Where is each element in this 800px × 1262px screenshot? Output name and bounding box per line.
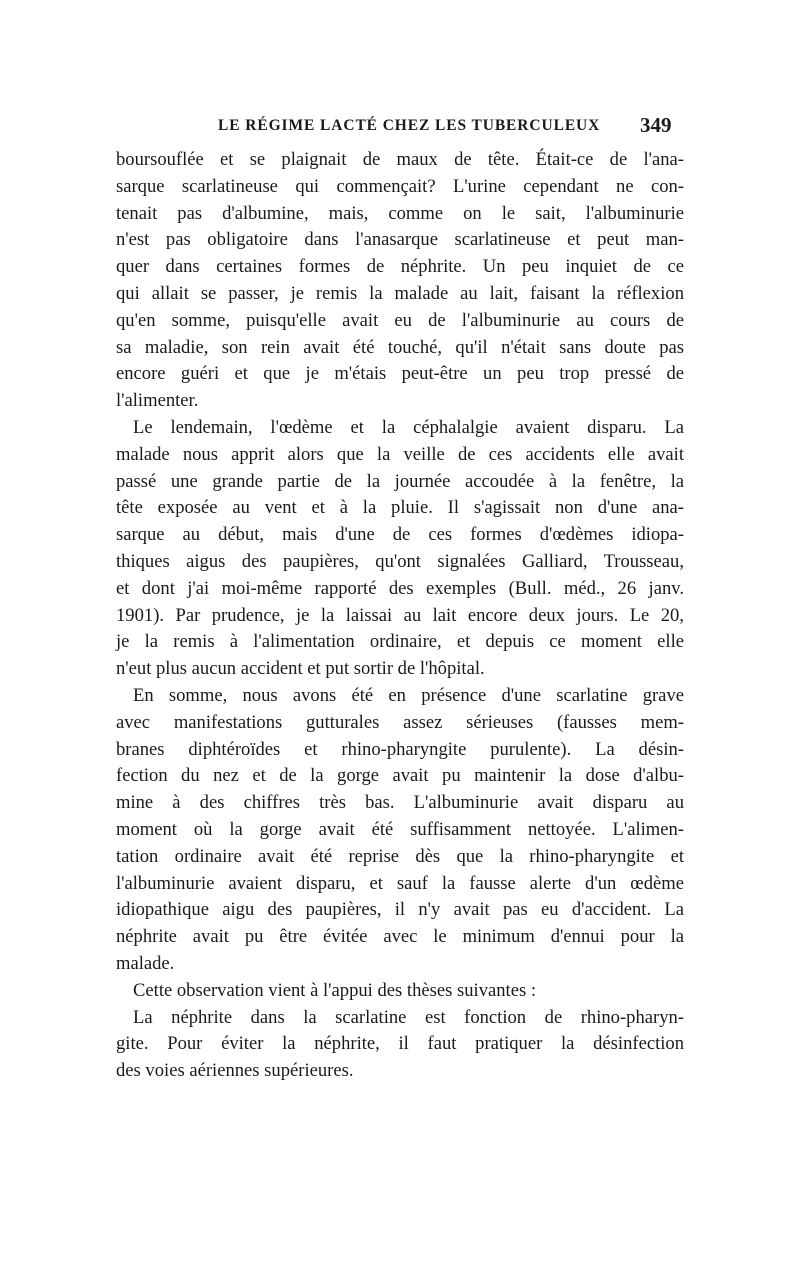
text-line: Le lendemain, l'œdème et la céphalalgie avaient disparu. La	[133, 416, 684, 438]
text-line: qu'en somme, puisqu'elle avait eu de l'albuminurie au cours de	[116, 309, 684, 331]
text-line: tenait pas d'albumine, mais, comme on le sait, l'albuminurie	[116, 202, 684, 224]
page-number: 349	[640, 113, 672, 137]
text-line: Cette observation vient à l'appui des thèses suivantes :	[133, 979, 537, 1001]
text-line: malade nous apprit alors que la veille de ces accidents elle avait	[116, 443, 684, 465]
text-line: avec manifestations gutturales assez sérieuses (fausses mem-	[116, 711, 684, 733]
paragraph	[116, 978, 684, 1005]
text-line: En somme, nous avons été en présence d'une scarlatine grave	[133, 684, 684, 706]
paragraph	[116, 683, 684, 978]
text-line: malade.	[116, 952, 175, 974]
text-line: moment où la gorge avait été suffisamment nettoyée. L'alimen-	[116, 818, 684, 840]
text-line: encore guéri et que je m'étais peut-être un peu trop pressé de	[116, 363, 684, 385]
text-line: La néphrite dans la scarlatine est fonction de rhino-pharyn-	[133, 1006, 684, 1028]
text-line: néphrite avait pu être évitée avec le minimum d'ennui pour la	[116, 926, 684, 948]
text-line: sa maladie, son rein avait été touché, qu'il n'était sans doute pas	[116, 336, 684, 358]
text-line: passé une grande partie de la journée accoudée à la fenêtre, la	[116, 470, 684, 492]
text-line: quer dans certaines formes de néphrite. Un peu inquiet de ce	[116, 256, 684, 278]
paragraph	[116, 415, 684, 683]
text-line: gite. Pour éviter la néphrite, il faut pratiquer la désinfection	[116, 1033, 684, 1055]
text-line: l'alimenter.	[116, 390, 199, 412]
text-line: l'albuminurie avaient disparu, et sauf la fausse alerte d'un œdème	[116, 872, 684, 894]
text-line: branes diphtéroïdes et rhino-pharyngite purulente). La désin-	[116, 738, 684, 760]
text-line: tation ordinaire avait été reprise dès que la rhino-pharyngite et	[116, 845, 684, 867]
paragraph	[116, 147, 684, 415]
running-header	[0, 113, 800, 143]
text-line: tête exposée au vent et à la pluie. Il s'agissait non d'une ana-	[116, 497, 684, 519]
text-line: qui allait se passer, je remis la malade au lait, faisant la réflexion	[116, 282, 684, 304]
text-line: des voies aériennes supérieures.	[116, 1060, 354, 1082]
text-line: n'est pas obligatoire dans l'anasarque scarlatineuse et peut man-	[116, 229, 684, 251]
text-line: thiques aigus des paupières, qu'ont signalées Galliard, Trousseau,	[116, 550, 684, 572]
text-line: idiopathique aigu des paupières, il n'y avait pas eu d'accident. La	[116, 899, 684, 921]
text-line: et dont j'ai moi-même rapporté des exemples (Bull. méd., 26 janv.	[116, 577, 684, 599]
text-line: boursouflée et se plaignait de maux de tête. Était-ce de l'ana-	[116, 149, 684, 170]
text-line: n'eut plus aucun accident et put sortir de l'hôpital.	[116, 658, 485, 680]
paragraph	[116, 1005, 684, 1085]
text-line: mine à des chiffres très bas. L'albuminurie avait disparu au	[116, 792, 684, 814]
text-line: sarque scarlatineuse qui commençait? L'urine cependant ne con-	[116, 175, 684, 197]
text-line: je la remis à l'alimentation ordinaire, et depuis ce moment elle	[116, 631, 684, 653]
body-text	[116, 147, 684, 1085]
text-line: sarque au début, mais d'une de ces formes d'œdèmes idiopa-	[116, 524, 684, 546]
text-line: fection du nez et de la gorge avait pu maintenir la dose d'albu-	[116, 765, 684, 787]
text-line: 1901). Par prudence, je la laissai au lait encore deux jours. Le 20,	[116, 604, 684, 626]
running-title: LE RÉGIME LACTÉ CHEZ LES TUBERCULEUX	[218, 117, 601, 134]
